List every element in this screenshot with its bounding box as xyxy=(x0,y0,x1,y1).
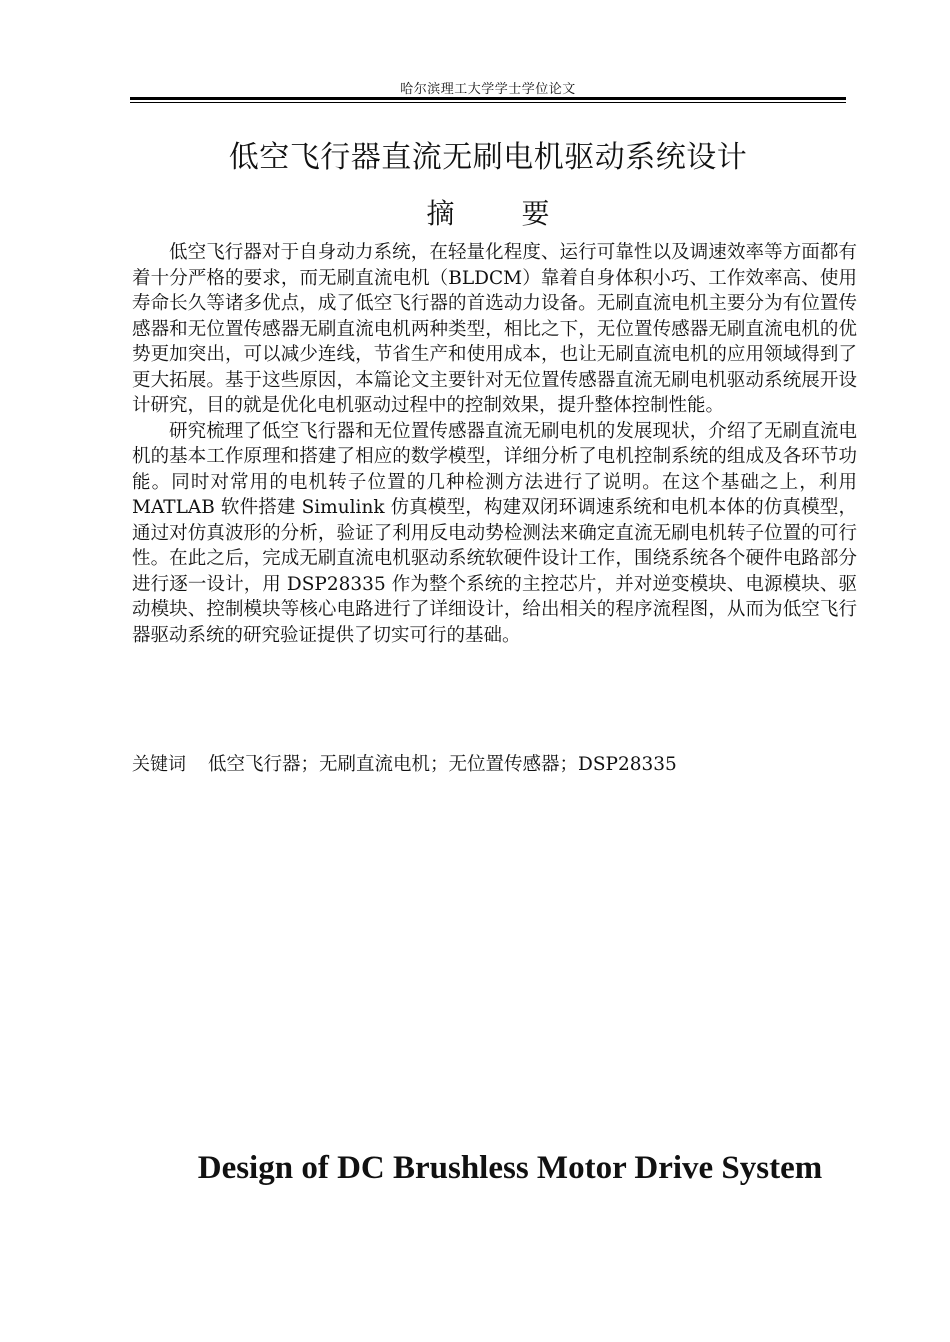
abstract-paragraph: 研究梳理了低空飞行器和无位置传感器直流无刷电机的发展现状，介绍了无刷直流电机的基本工作原理和搭建了相应的数学模型，详细分析了电机控制系统的组成及各环节功能。同时对常用的电机转子位置的几种检测方法进行了说明。在这个基础之上，利用 MATLAB 软件搭建 Simulink 仿真模型，构建双闭环调速系统和电机本体的仿真模型，通过对仿真波形的分析，验证了利用反电动势检测法来确定直流无刷电机转子位置的可行性。在此之后，完成无刷直流电机驱动系统软硬件设计工作，围绕系统各个硬件电路部分进行逐一设计，用 DSP28335 作为整个系统的主控芯片，并对逆变模块、电源模块、驱动模块、控制模块等核心电路进行了详细设计，给出相关的程序流程图，从而为低空飞行器驱动系统的研究验证提供了切实可行的基础。 xyxy=(132,420,857,646)
abstract-paragraph: 低空飞行器对于自身动力系统，在轻量化程度、运行可靠性以及调速效率等方面都有着十分严格的要求，而无刷直流电机（BLDCM）靠着自身体积小巧、工作效率高、使用寿命长久等诸多优点，成了低空飞行器的首选动力设备。无刷直流电机主要分为有位置传感器和无位置传感器无刷直流电机两种类型，相比之下，无位置传感器无刷直流电机的优势更加突出，可以减少连线，节省生产和使用成本，也让无刷直流电机的应用领域得到了更大拓展。基于这些原因，本篇论文主要针对无位置传感器直流无刷电机驱动系统展开设计研究，目的就是优化电机驱动过程中的控制效果，提升整体控制性能。 xyxy=(132,242,857,416)
english-title: Design of DC Brushless Motor Drive System xyxy=(197,1150,823,1186)
running-header: 哈尔滨理工大学学士学位论文 xyxy=(400,82,576,97)
keywords xyxy=(132,752,677,777)
paper-title: 低空飞行器直流无刷电机驱动系统设计 xyxy=(228,140,748,175)
abstract-heading: 摘 要 xyxy=(426,197,550,230)
keywords-text: 低空飞行器；无刷直流电机；无位置传感器；DSP28335 xyxy=(208,754,677,775)
abstract-body xyxy=(132,240,857,648)
keywords-label: 关键词 xyxy=(132,754,186,775)
header-rule-thin xyxy=(130,102,846,103)
header-rule xyxy=(130,97,846,100)
